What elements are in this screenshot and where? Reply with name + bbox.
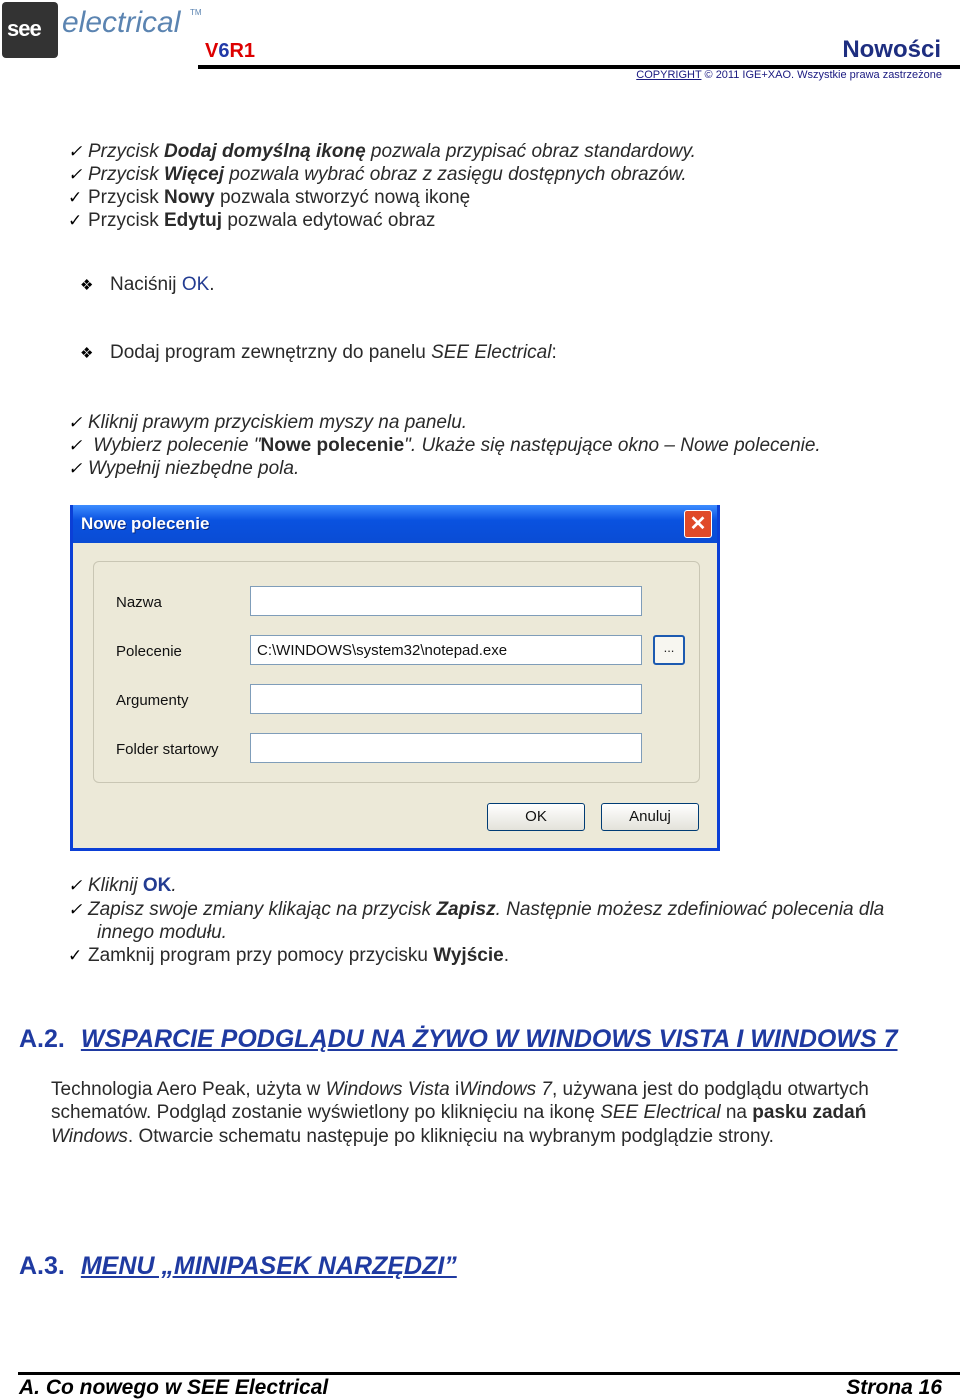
bullet-choose-command: ✓ Wybierz polecenie "Nowe polecenie". Ukaże się następujące okno – Nowe polecenie. (68, 435, 821, 456)
check-icon: ✓ (68, 946, 83, 965)
cancel-button[interactable]: Anuluj (601, 803, 699, 831)
close-icon[interactable]: ✕ (684, 510, 712, 538)
dialog-title: Nowe polecenie (81, 514, 210, 533)
footer-divider (18, 1372, 960, 1375)
check-icon: ✓ (68, 436, 83, 455)
check-icon: ✓ (68, 165, 83, 184)
step-add-program: ❖ Dodaj program zewnętrzny do panelu SEE Electrical: (80, 342, 557, 363)
arguments-input[interactable] (250, 684, 642, 714)
version-label: V6R1 (205, 40, 256, 62)
see-electrical-logo (0, 0, 200, 62)
check-icon: ✓ (68, 211, 83, 230)
diamond-bullet-icon: ❖ (80, 345, 94, 362)
logo-electrical-text: electrical (62, 6, 181, 39)
bullet-save-cont: innego modułu. (97, 922, 227, 943)
section-title: Nowości (842, 36, 941, 63)
bullet-new: ✓ Przycisk Nowy pozwala stworzyć nową ikonę (68, 187, 471, 208)
copyright-link[interactable]: COPYRIGHT (636, 69, 702, 81)
start-folder-input[interactable] (250, 733, 642, 763)
browse-button[interactable]: ... (653, 635, 685, 665)
check-icon: ✓ (68, 413, 83, 432)
section-a3-heading: A.3. MENU „MINIPASEK NARZĘDZI” (19, 1252, 457, 1280)
footer-page-number: Strona 16 (846, 1376, 942, 1399)
step-press-ok: ❖ Naciśnij OK. (80, 274, 215, 295)
footer-chapter: A. Co nowego w SEE Electrical (19, 1376, 329, 1399)
start-folder-label: Folder startowy (116, 741, 219, 758)
a2-paragraph-line2: schematów. Podgląd zostanie wyświetlony po kliknięciu na ikonę SEE Electrical na pasku zadań (51, 1102, 867, 1123)
bullet-edit: ✓ Przycisk Edytuj pozwala edytować obraz (68, 210, 436, 231)
name-label: Nazwa (116, 594, 162, 611)
command-label: Polecenie (116, 643, 182, 660)
bullet-fill-fields: ✓ Wypełnij niezbędne pola. (68, 458, 300, 479)
a2-paragraph-line3: Windows. Otwarcie schematu następuje po kliknięciu na wybranym podglądzie strony. (51, 1126, 774, 1147)
check-icon: ✓ (68, 142, 83, 161)
logo-see-text: see (7, 16, 41, 41)
new-command-dialog (70, 505, 720, 851)
bullet-save: ✓ Zapisz swoje zmiany klikając na przycisk Zapisz. Następnie możesz zdefiniować polecenia dla (68, 899, 885, 920)
check-icon: ✓ (68, 876, 83, 895)
section-a2-heading: A.2. WSPARCIE PODGLĄDU NA ŻYWO W WINDOWS VISTA I WINDOWS 7 (19, 1025, 898, 1053)
a2-paragraph-line1: Technologia Aero Peak, użyta w Windows Vista iWindows 7, używana jest do podglądu otwartych (51, 1079, 869, 1100)
dialog-fields-group (93, 561, 700, 783)
copyright-notice: COPYRIGHT © 2011 IGE+XAO. Wszystkie prawa zastrzeżone (636, 69, 942, 81)
check-icon: ✓ (68, 459, 83, 478)
logo-tm: TM (190, 8, 202, 17)
bullet-more: ✓ Przycisk Więcej pozwala wybrać obraz z zasięgu dostępnych obrazów. (68, 164, 687, 185)
bullet-click-ok: ✓ Kliknij OK. (68, 875, 177, 896)
arguments-label: Argumenty (116, 692, 189, 709)
check-icon: ✓ (68, 188, 83, 207)
dialog-titlebar[interactable] (73, 505, 717, 543)
bullet-default-icon: ✓ Przycisk Dodaj domyślną ikonę pozwala przypisać obraz standardowy. (68, 141, 696, 162)
ok-button[interactable]: OK (487, 803, 585, 831)
bullet-right-click: ✓ Kliknij prawym przyciskiem myszy na panelu. (68, 412, 468, 433)
check-icon: ✓ (68, 900, 83, 919)
diamond-bullet-icon: ❖ (80, 277, 94, 294)
bullet-exit: ✓ Zamknij program przy pomocy przycisku Wyjście. (68, 945, 509, 966)
name-input[interactable] (250, 586, 642, 616)
command-input[interactable] (250, 635, 642, 665)
